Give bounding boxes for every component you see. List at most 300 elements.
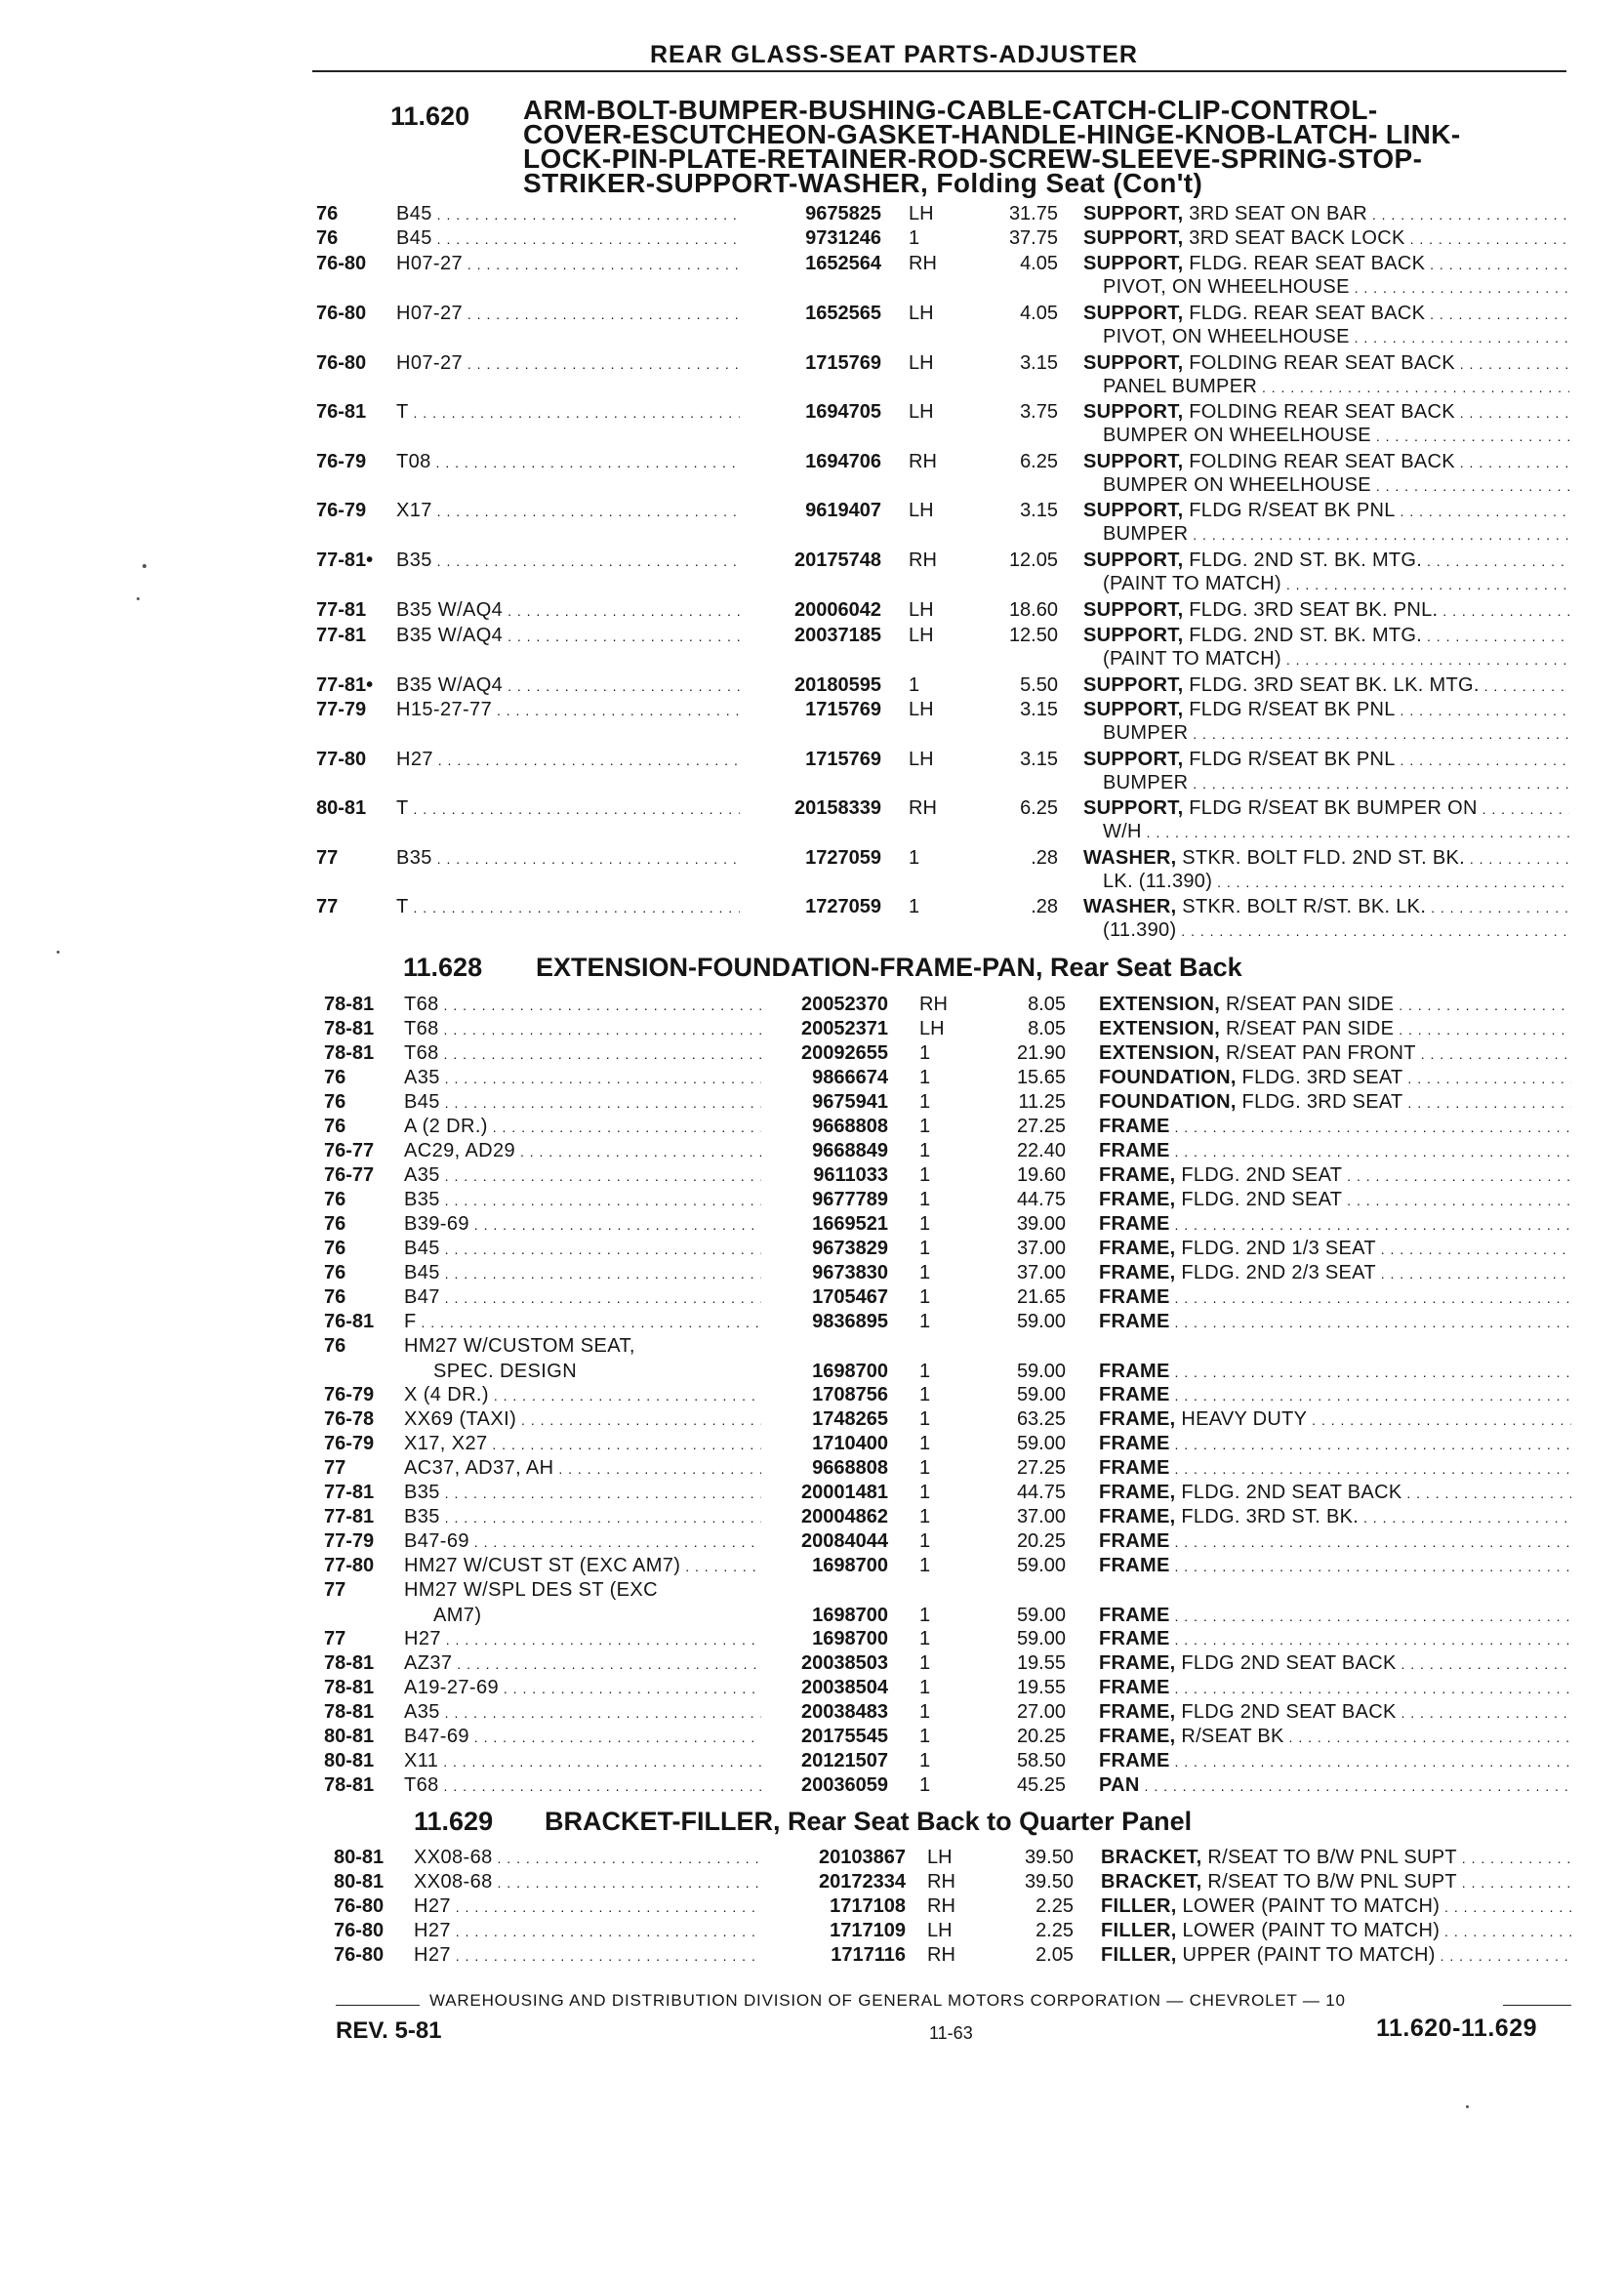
description-noun: SUPPORT, [1083,749,1184,770]
description [1099,1286,1571,1309]
table-row [0,1116,1624,1141]
description-continued: PIVOT, ON WHEELHOUSE . . . [1103,326,1569,348]
model-code: F . . . [404,1311,761,1333]
description-detail: R/SEAT TO B/W PNL SUPT [1201,1847,1457,1868]
part-number: 1715769 [805,699,881,720]
description-detail: FLDG 2ND SEAT BACK [1175,1652,1397,1674]
model-code: B35 W/AQ4 . . . [396,599,740,622]
description-noun: SUPPORT, [1083,699,1184,720]
description-continued: BUMPER . . . [1103,772,1569,794]
quantity: 1 [919,1361,931,1382]
model-code: H15-27-77 . . . [396,699,740,721]
part-number: 1698700 [812,1361,888,1382]
description-detail: FLDG. 3RD SEAT BK. LK. MTG. [1183,674,1480,696]
quantity: 1 [919,1238,931,1259]
price: 8.05 [1028,1018,1066,1039]
description-noun: FRAME, [1099,1262,1176,1283]
model-year: 76-80 [334,1920,385,1941]
table-row [0,1871,1624,1896]
part-number: 9675825 [805,203,881,224]
table-row [0,1457,1624,1483]
description [1083,303,1569,325]
part-number: 9619407 [805,500,881,521]
description-continued: BUMPER ON WHEELHOUSE . . . [1103,425,1569,447]
price: 58.50 [1016,1750,1066,1771]
table-row [0,1286,1624,1312]
description-noun: SUPPORT, [1083,674,1184,696]
price: 20.25 [1016,1530,1066,1552]
model-code: H27 . . . [414,1920,761,1942]
part-number: 1708756 [812,1384,888,1405]
description-noun: EXTENSION, [1099,1042,1221,1064]
model-code: H27 . . . [404,1628,761,1650]
quantity: RH [927,1895,955,1917]
price: .28 [1031,896,1058,917]
model-code: XX08-68 . . . [414,1847,761,1869]
part-number: 1652564 [805,253,881,274]
model-year: 77-80 [316,749,367,770]
price: 59.00 [1016,1384,1066,1405]
model-code: T . . . [396,797,740,820]
quantity: 1 [919,1555,931,1576]
part-number: 20038483 [801,1701,888,1723]
quantity: 1 [909,227,920,249]
description-continued: PIVOT, ON WHEELHOUSE . . . [1103,276,1569,299]
part-number: 20175545 [801,1726,888,1747]
price: 21.90 [1016,1042,1066,1064]
part-number: 9668808 [812,1116,888,1137]
price: 59.00 [1016,1628,1066,1649]
price: 59.00 [1016,1555,1066,1576]
part-number: 20036059 [801,1774,888,1796]
table-row [0,227,1624,253]
model-code: T68 . . . [404,1018,761,1040]
price: 2.25 [1035,1920,1074,1941]
description-noun: PAN [1099,1774,1140,1796]
price: 39.00 [1016,1213,1066,1235]
description-noun: FRAME [1099,1213,1170,1235]
table-row [0,1847,1624,1872]
description [1083,253,1569,275]
model-code: B45 . . . [404,1238,761,1260]
table-row [0,203,1624,228]
description-detail: R/SEAT BK [1175,1726,1284,1747]
quantity: RH [909,253,937,274]
price: 45.25 [1016,1774,1066,1796]
description [1099,1189,1571,1211]
model-code: H07-27 . . . [396,253,740,275]
description-noun: FOUNDATION, [1099,1091,1237,1113]
table-row [0,500,1624,545]
price: 3.15 [1020,500,1058,521]
part-number: 1669521 [812,1213,888,1235]
description-noun: FOUNDATION, [1099,1067,1237,1088]
description [1099,1774,1571,1797]
model-year: 77 [324,1457,346,1479]
model-code: X17, X27 . . . [404,1433,761,1455]
model-year: 80-81 [324,1750,375,1771]
model-year: 76-78 [324,1408,375,1430]
part-number: 20037185 [794,625,881,646]
description-noun: FRAME [1099,1530,1170,1552]
footer-revision: REV. 5-81 [336,2017,442,2044]
table-row [0,1335,1624,1382]
quantity: RH [919,994,948,1015]
model-year: 80-81 [316,797,367,819]
section-title-line: STRIKER-SUPPORT-WASHER, Folding Seat (Con't) [523,168,1203,198]
table-row [0,797,1624,842]
description-continued: BUMPER . . . [1103,722,1569,745]
table-row [0,1701,1624,1727]
description [1099,1213,1571,1236]
part-number: 1717108 [830,1895,906,1917]
quantity: 1 [919,1433,931,1454]
part-number: 1748265 [812,1408,888,1430]
part-number: 1694705 [805,401,881,423]
section-title-line: COVER-ESCUTCHEON-GASKET-HANDLE-HINGE-KNOB-LATCH- LINK- [523,119,1461,149]
description-detail: R/SEAT PAN SIDE [1220,994,1395,1015]
description-noun: FRAME, [1099,1726,1176,1747]
price: 4.05 [1020,253,1058,274]
price: 19.55 [1016,1677,1066,1698]
description [1101,1944,1573,1967]
section-title: EXTENSION-FOUNDATION-FRAME-PAN, Rear Seat Back [536,953,1242,982]
description-noun: FRAME [1099,1605,1170,1626]
price: 27.25 [1016,1457,1066,1479]
description-noun: BRACKET, [1101,1847,1202,1868]
part-number: 9836895 [812,1311,888,1332]
description-noun: FRAME [1099,1433,1170,1454]
quantity: 1 [919,1311,931,1332]
table-row [0,749,1624,794]
table-row [0,1506,1624,1531]
description-detail: FLDG. 2ND SEAT BACK [1175,1482,1402,1503]
part-number: 1715769 [805,352,881,374]
quantity: 1 [919,1042,931,1064]
price: 31.75 [1008,203,1058,224]
model-code: B45 . . . [404,1262,761,1284]
price: 27.25 [1016,1116,1066,1137]
footer-page-number: 11-63 [929,2023,973,2043]
model-code: B35 W/AQ4 . . . [396,625,740,647]
price: 20.25 [1016,1726,1066,1747]
description-detail: FLDG. 2ND ST. BK. MTG. [1183,625,1423,646]
model-year: 76-81 [316,401,367,423]
description [1099,1140,1571,1162]
description [1083,401,1569,424]
description [1099,1262,1571,1284]
model-code: B35 . . . [396,550,740,572]
quantity: 1 [909,674,920,696]
description-detail: FOLDING REAR SEAT BACK [1183,352,1455,374]
table-row [0,599,1624,625]
price: 63.25 [1016,1408,1066,1430]
model-year: 76-80 [316,352,367,374]
table-row [0,1408,1624,1434]
model-year: 76 [324,1262,346,1283]
table-row [0,674,1624,700]
description-continued: W/H . . . [1103,821,1569,843]
description [1083,896,1569,918]
description-continued: BUMPER . . . [1103,523,1569,546]
part-number: 20175748 [794,550,881,571]
description [1083,699,1569,721]
price: 37.75 [1008,227,1058,249]
part-number: 20172334 [819,1871,906,1893]
description [1083,550,1569,572]
quantity: LH [909,749,934,770]
model-year: 76-77 [324,1140,375,1161]
table-row [0,1384,1624,1409]
model-code-continued: SPEC. DESIGN [433,1361,578,1382]
description-continued: (PAINT TO MATCH) . . . [1103,648,1569,671]
price: 3.15 [1020,749,1058,770]
quantity: LH [909,352,934,374]
description-noun: SUPPORT, [1083,227,1184,249]
part-number: 1727059 [805,847,881,869]
quantity: 1 [919,1213,931,1235]
model-year: 77-79 [324,1530,375,1552]
description-noun: FRAME, [1099,1408,1176,1430]
description-noun: EXTENSION, [1099,1018,1221,1039]
table-row [0,352,1624,397]
description-continued: LK. (11.390) . . . [1103,871,1569,893]
quantity: 1 [919,1652,931,1674]
section-title-line: LOCK-PIN-PLATE-RETAINER-ROD-SCREW-SLEEVE-SPRING-STOP- [523,143,1423,174]
model-year: 78-81 [324,1042,375,1064]
price: 5.50 [1020,674,1058,696]
model-year: 77-81• [316,550,374,571]
footer-rule-left [336,2005,420,2006]
description [1099,1701,1571,1724]
description [1099,994,1571,1016]
table-row [0,1042,1624,1068]
price: 59.00 [1016,1311,1066,1332]
model-year: 76 [324,1116,346,1137]
model-year: 76 [324,1213,346,1235]
table-row [0,253,1624,298]
description-detail: FOLDING REAR SEAT BACK [1183,451,1455,472]
model-year: 76 [324,1189,346,1210]
scan-speck [137,597,140,600]
table-row [0,401,1624,446]
price: 15.65 [1016,1067,1066,1088]
table-row [0,1530,1624,1556]
price: 2.25 [1035,1895,1074,1917]
model-code: AC29, AD29 . . . [404,1140,761,1162]
model-code: B45 . . . [404,1091,761,1114]
model-code: H27 . . . [414,1944,761,1967]
model-year: 76 [316,227,339,249]
model-year: 77 [324,1579,346,1601]
table-row [0,1189,1624,1214]
table-row [0,1164,1624,1190]
part-number: 1698700 [812,1605,888,1626]
price: 27.00 [1016,1701,1066,1723]
description-noun: SUPPORT, [1083,599,1184,621]
table-row [0,625,1624,670]
model-year: 78-81 [324,1018,375,1039]
description [1083,749,1569,771]
description-noun: FRAME, [1099,1482,1176,1503]
description [1099,1116,1571,1138]
description-continued: (PAINT TO MATCH) . . . [1103,573,1569,595]
part-number: 20052370 [801,994,888,1015]
table-row [0,1726,1624,1751]
description-noun: FRAME [1099,1311,1170,1332]
description-detail: STKR. BOLT FLD. 2ND ST. BK. [1176,847,1465,869]
part-number: 20004862 [801,1506,888,1527]
model-year: 77 [324,1628,346,1649]
description-noun: FRAME, [1099,1506,1176,1527]
model-code: HM27 W/SPL DES ST (EXC [404,1579,658,1601]
description [1099,1361,1571,1383]
description [1083,847,1569,870]
description-detail: FLDG R/SEAT BK PNL [1183,699,1396,720]
table-row [0,1091,1624,1117]
model-year: 77-81 [316,625,367,646]
model-code: H27 . . . [414,1895,761,1918]
table-row [0,1677,1624,1702]
description-detail: R/SEAT TO B/W PNL SUPT [1201,1871,1457,1893]
model-year: 77-81 [324,1506,375,1527]
part-number: 9611033 [813,1164,888,1186]
description-noun: FRAME [1099,1555,1170,1576]
description-detail: FLDG. 3RD ST. BK. [1175,1506,1360,1527]
model-year: 76 [324,1238,346,1259]
description-noun: FRAME [1099,1140,1170,1161]
description [1101,1920,1573,1942]
model-code: A19-27-69 . . . [404,1677,761,1699]
part-number: 1710400 [812,1433,888,1454]
model-code: H07-27 . . . [396,352,740,375]
quantity: 1 [919,1262,931,1283]
quantity: 1 [909,847,920,869]
description-noun: SUPPORT, [1083,303,1184,324]
part-number: 1727059 [805,896,881,917]
quantity: LH [909,303,934,324]
price: 12.05 [1008,550,1058,571]
price: 19.55 [1016,1652,1066,1674]
description-noun: WASHER, [1083,896,1177,917]
description [1099,1677,1571,1699]
model-year: 76 [324,1091,346,1113]
description-detail: FLDG. 2ND ST. BK. MTG. [1183,550,1423,571]
quantity: 1 [919,1140,931,1161]
table-row [0,1774,1624,1800]
quantity: 1 [919,1677,931,1698]
model-code: X17 . . . [396,500,740,522]
model-code: HM27 W/CUST ST (EXC AM7) . . . [404,1555,761,1577]
description-detail: R/SEAT PAN FRONT [1220,1042,1416,1064]
description [1083,451,1569,473]
description-noun: FILLER, [1101,1944,1177,1966]
model-year: 78-81 [324,994,375,1015]
table-row [0,1895,1624,1921]
description [1099,1311,1571,1333]
model-year: 77 [316,896,339,917]
model-year: 77-81 [324,1482,375,1503]
section-title: BRACKET-FILLER, Rear Seat Back to Quarter Panel [545,1807,1193,1836]
description [1101,1895,1573,1918]
description-noun: FRAME [1099,1677,1170,1698]
quantity: 1 [919,1605,931,1626]
model-year: 78-81 [324,1774,375,1796]
price: 44.75 [1016,1482,1066,1503]
description [1099,1555,1571,1577]
table-row [0,1920,1624,1945]
page-title: REAR GLASS-SEAT PARTS-ADJUSTER [650,41,1138,68]
description-detail: FLDG R/SEAT BK PNL [1183,749,1396,770]
table-row [0,1140,1624,1165]
price: 59.00 [1016,1361,1066,1382]
footer-section-range: 11.620-11.629 [1376,2015,1537,2042]
description-detail: FLDG. 2ND SEAT [1175,1189,1343,1210]
description [1099,1067,1571,1089]
description-detail: FLDG. 2ND 2/3 SEAT [1175,1262,1376,1283]
model-code: B45 . . . [396,203,740,225]
quantity: LH [909,599,934,621]
description-noun: FRAME [1099,1628,1170,1649]
model-code: AC37, AD37, AH . . . [404,1457,761,1480]
description-detail: FLDG. 3RD SEAT [1236,1091,1403,1113]
price: 11.25 [1018,1091,1066,1113]
description [1101,1847,1573,1869]
price: .28 [1031,847,1058,869]
description [1099,1726,1571,1748]
description-detail: FLDG. REAR SEAT BACK [1183,303,1426,324]
description-noun: FRAME, [1099,1652,1176,1674]
part-number: 9677789 [812,1189,888,1210]
table-row [0,1213,1624,1239]
model-year: 77 [316,847,339,869]
description-detail: 3RD SEAT ON BAR [1183,203,1367,224]
description [1099,1457,1571,1480]
description [1099,1238,1571,1260]
model-code: H07-27 . . . [396,303,740,325]
model-code: T . . . [396,401,740,424]
price: 3.15 [1020,699,1058,720]
description-noun: FILLER, [1101,1895,1177,1917]
price: 21.65 [1016,1286,1066,1308]
model-code: B39-69 . . . [404,1213,761,1236]
description-noun: EXTENSION, [1099,994,1221,1015]
quantity: LH [909,625,934,646]
description-detail: FLDG. 3RD SEAT [1236,1067,1403,1088]
model-year: 78-81 [324,1652,375,1674]
table-row [0,1433,1624,1458]
model-year: 77-81 [316,599,367,621]
quantity: 1 [919,1774,931,1796]
table-row [0,1555,1624,1580]
model-code: X (4 DR.) . . . [404,1384,761,1406]
part-number: 9673829 [812,1238,888,1259]
part-number: 20180595 [794,674,881,696]
description [1099,1018,1571,1040]
table-row [0,699,1624,744]
table-row [0,1652,1624,1678]
description-detail: FLDG. 2ND 1/3 SEAT [1175,1238,1376,1259]
quantity: 1 [919,1726,931,1747]
model-code: B35 . . . [404,1189,761,1211]
model-code-continued: AM7) [433,1605,482,1626]
model-year: 76-80 [334,1944,385,1966]
quantity: 1 [919,1164,931,1186]
model-code: T68 . . . [404,1042,761,1065]
model-code: XX08-68 . . . [414,1871,761,1893]
model-year: 78-81 [324,1701,375,1723]
description [1083,227,1569,250]
